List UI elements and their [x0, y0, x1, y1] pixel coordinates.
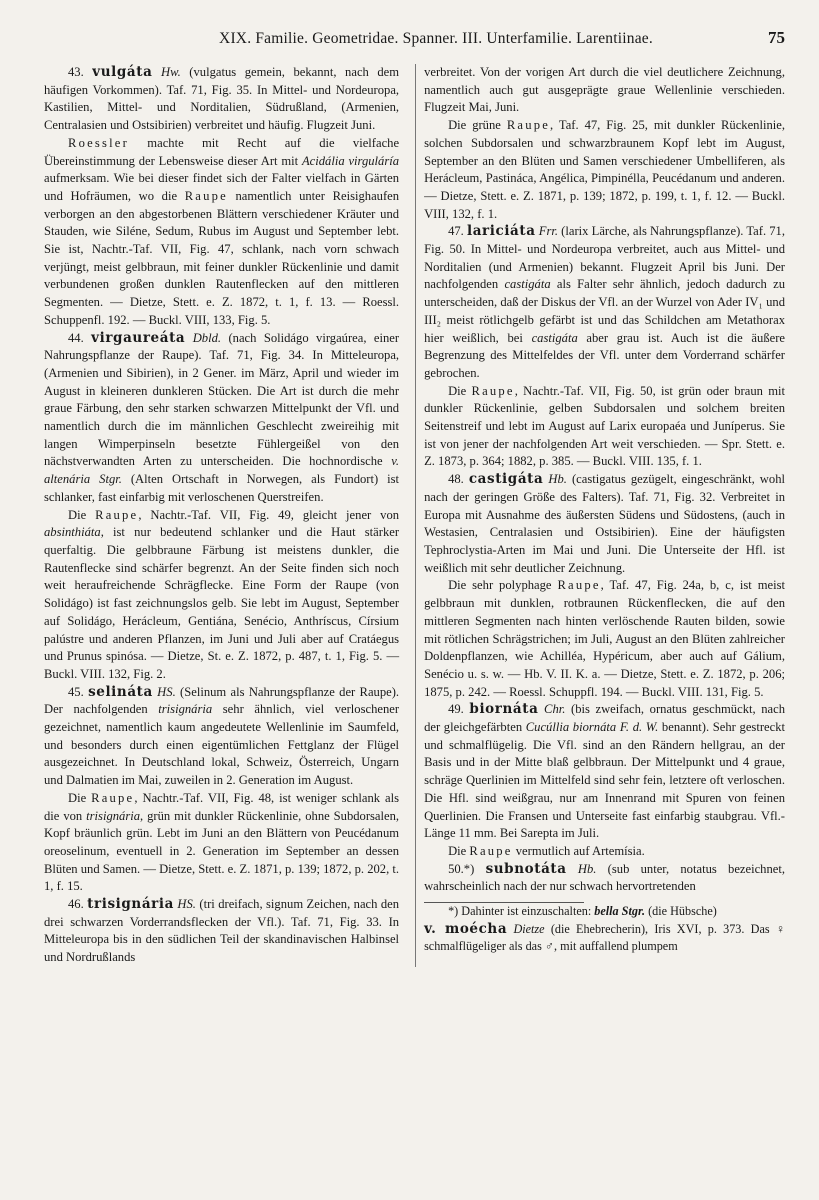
entry-text: aber grau ist. Auch ist die äußere Begrenzung des Mittelfeldes der Vfl. unter dem Vorderrand schärfer gebrochen. — [424, 330, 785, 380]
entry-text: Die — [448, 843, 470, 858]
entry-text: vermutlich auf Artemísia. — [512, 843, 645, 858]
author: Frr. — [538, 224, 559, 239]
author: Chr. — [544, 702, 566, 717]
entry-text: (nach Solidágo virgaúrea, einer Nahrungspflanze der Raupe). Taf. 71, Fig. 34. In Mitteleuropa, (Armenien und Sibirien), in 2 Gener. im März, April und wieder im August in kleineren dunkleren Stücken. Die Art ist durch die mehr graue Färbung, den sehr starken schwarzen Mittelpunkt der Vfl. und namentlich durch die im männlichen Geschlecht zweireihig mit langen Wimperpinseln besetzte Fühlergeißel von den nächstverwandten Arten zu unterscheiden. Die hochnordische — [44, 330, 400, 469]
entry-46-raupe — [424, 117, 785, 223]
author: Dietze — [513, 921, 545, 936]
entry-44 — [44, 330, 399, 507]
entry-49-raupe — [424, 843, 785, 861]
species-name: lariciáta — [466, 223, 536, 240]
species-name: subnotáta — [485, 860, 567, 877]
entry-46 — [44, 896, 399, 967]
entry-text: , Nachtr.-Taf. VII, Fig. 48, ist weniger schlank als die von — [44, 790, 400, 823]
entry-text: , Nachtr.-Taf. VII, Fig. 49, gleicht jener von — [138, 507, 400, 522]
raupe-term: Raupe — [557, 578, 601, 593]
entry-text: Die — [448, 383, 472, 398]
entry-number: 48. — [448, 472, 469, 487]
entry-text: , Nachtr.-Taf. VII, Fig. 50, ist grün oder braun mit dunkler Rückenlinie, gelben Subdorsalen und solchem breiten Seitenstreif und lebt im August auf Larix europaéa und Juníperus. Sie ist von jener der nachfolgenden Art weit verschieden. — Spr. Stett. e. Z. 1873, p. 364; 1882, p. 385. — Buckl. VIII. 135, f. 1. — [424, 383, 785, 469]
entry-text: (tri dreifach, signum Zeichen, nach den drei schwarzen Vorderrandsflecken der Vfl.). Taf. 71, Fig. 33. In Mitteleuropa bis in den südlichen Teil der skandinavischen Halbinsel und Nordrußlands — [44, 897, 400, 965]
entry-text: namentlich unter Reisighaufen verborgen an den abgestorbenen Blättern verschiedener Kräuter und Stauden, wie Siléne, Sedum, Rubus im August und September lebt. Sie ist, Nachtr.-Taf. VII, Fig. 47, schlank, nach vorn schwach verjüngt, meist gelbbraun, mit feiner dunkler Rückenlinie und damit verbundenen großen dunklen Rautenflecken auf den mittleren Segmenten. — Dietze, Stett. e. Z. 1872, t. 1, f. 13. — Roessl. Schuppenfl. 192. — Buckl. VIII, 133, Fig. 5. — [44, 188, 400, 327]
entry-50 — [424, 861, 785, 896]
entry-text: (sub unter, notatus bezeichnet, wahrscheinlich nach der nur schwach hervortretenden — [424, 861, 786, 894]
species-name: vulgáta — [92, 64, 153, 80]
species-name: castigáta — [468, 471, 544, 488]
author: Hw. — [161, 65, 181, 79]
species-name: virgaureáta — [91, 329, 186, 346]
entry-text: , Taf. 47, Fig. 25, mit dunkler Rückenlinie, solchen Subdorsalen und schwarzbraunem Kopf lebt im August, September an den Blüten und Samen verschiedener Umbelliferen, als Herácleum, Pastináca, Angélica, Pimpinélla, Peucédanum und anderen. — Dietze, Stett. e. Z. 1871, p. 139; 1872, p. 199, t. 1, f. 12. — Buckl. VIII, 132, f. 1. — [424, 118, 786, 221]
footnote-variety — [424, 921, 785, 956]
author: HS. — [157, 684, 176, 699]
entry-text: , Taf. 47, Fig. 24a, b, c, ist meist gelbbraun mit dunklen, rotbraunen Rückenflecken, die auf den mittleren Segmenten nach hinten verlöschende Rauten bilden, sowie mit rötlichen Schrägstrichen; im Juli, August an den Blüten zahlreicher Doldenpflanzen, wie Achilléa, Hypéricum, aber auch auf Gálium, Senécio u. s. w. — Hb. V. II. K. a. — Dietze, Stett. e. Z. 1872, p. 206; 1875, p. 242. — Roessl. Schuppfl. 194. — Buckl. VIII. 131, Fig. 5. — [424, 578, 785, 699]
raupe-term: Raupe — [95, 507, 139, 522]
entry-43-notes — [44, 135, 399, 330]
raupe-term: Raupe — [469, 843, 513, 858]
entry-text: , grün mit dunkler Rückenlinie, ohne Subdorsalen, Kopf bräunlich grün. Lebt im Juni an den Blättern von Peucédanum oreoselinum, eventuell in 2. Generation im September an dessen Blüten und Samen. — Dietze, Stett. e. Z. 1871, p. 139; 1872, p. 202, t. 1, f. 15. — [44, 808, 400, 894]
entry-46-continued: verbreitet. Von der vorigen Art durch die viel deutlichere Zeichnung, namentlich auch gut ausgeprägte graue Wellenlinie verschieden. Flugzeit Mai, Juni. — [424, 65, 785, 115]
author: Hb. — [577, 861, 597, 876]
entry-48 — [424, 471, 785, 577]
species-name: biornáta — [469, 701, 539, 718]
footnote — [424, 903, 785, 921]
footnote-text: (die Hübsche) — [645, 904, 717, 919]
raupe-term: Raupe — [506, 118, 551, 133]
raupe-term: Raupe — [184, 188, 228, 203]
entry-text: sehr ähnlich, viel verloschener gezeichnet, namentlich kaum angedeutete Wellenlinie im Saumfeld, und besonders durch einen eigentümlichen Fettglanz der Flügel ausgezeichnet. In Deutschland lokal, Schweiz, Österreich, Ungarn und Dalmatien im Mai, zuweilen in 2. Generation im August. — [44, 702, 400, 788]
italic-species: Acidália virguláría — [301, 153, 400, 168]
header-title: XIX. Familie. Geometridae. Spanner. III. Unterfamilie. Larentiinae. — [219, 30, 653, 47]
right-column — [415, 64, 785, 967]
entry-text: benannt). Sehr gestreckt und schmalflügelig. Die Vfl. sind an den Rändern hellgrau, an der Basis und in der Mitte blaß gelbbraun. Der Mittelpunkt und 4 graue, schräge Querlinien im Mittelfeld sind sehr fein, letztere oft verloschen. Die Hfl. sind weißgrau, nur am Innenrand mit Spuren von feinen Querlinien. Die Fransen und Unterseite fast einfarbig staubgrau. Vfl.-Länge 11 mm. Bei Sarepta im Juli. — [424, 720, 785, 841]
entry-text: (vulgatus gemein, bekannt, nach dem häufigen Vorkommen). Taf. 71, Fig. 35. In Mittel- und Nordeuropa, Kastilien, Mittel- und Norditalien, Südrußland, (Armenien, Centralasien und Ostsibirien) verbreitet und häufig. Flugzeit Juni. — [44, 65, 400, 133]
footnote-text: (die Ehebrecherin), Iris XVI, p. 373. Das ♀ schmalflügeliger als das ♂, mit auffallend plumpem — [424, 921, 786, 954]
italic-species: trisignária — [86, 808, 141, 823]
entry-number: 50.*) — [448, 861, 486, 876]
entry-number: 47. — [448, 224, 467, 239]
entry-text: (Selinum als Nahrungspflanze der Raupe). Der nachfolgenden — [44, 684, 400, 717]
entry-48-raupe — [424, 577, 785, 701]
entry-text: (Alten Ortschaft in Norwegen, als Fundort) ist schlanker, fast einfarbig mit verloschenen Querstreifen. — [44, 472, 400, 504]
author: Hb. — [548, 472, 567, 487]
entry-text: Die grüne — [448, 118, 507, 133]
running-header — [44, 28, 785, 50]
entry-text: (larix Lärche, als Nahrungspflanze). Taf. 71, Fig. 50. In Mittel- und Nordeuropa verbreitet, auch aus Mittel- und Norditalien (und Armenien) bekannt. Flugzeit April bis Juni. Der nachfolgenden — [424, 224, 785, 292]
author: Dbld. — [192, 330, 222, 345]
entry-44-raupe — [44, 507, 399, 684]
entry-47 — [424, 223, 785, 382]
left-column — [44, 64, 399, 967]
entry-45 — [44, 684, 399, 790]
entry-text: Die — [68, 790, 92, 805]
entry-text: Die sehr polyphage — [448, 578, 558, 593]
entry-number: 43. — [68, 65, 93, 79]
italic-species: v. altenária Stgr. — [44, 454, 400, 487]
entry-43 — [44, 64, 399, 135]
page-number: 75 — [768, 28, 785, 47]
entry-number: 46. — [68, 897, 88, 912]
italic-species: absinthiáta — [44, 525, 101, 540]
author: HS. — [177, 897, 196, 912]
raupe-term: Raupe — [91, 790, 135, 805]
italic-species: castigáta — [531, 330, 578, 345]
entry-45-raupe — [44, 790, 399, 896]
species-name: selináta — [88, 683, 153, 700]
raupe-term: Raupe — [471, 383, 515, 398]
entry-text: Die — [68, 507, 96, 522]
italic-species: trisignária — [158, 702, 213, 717]
entry-number: 49. — [448, 702, 470, 717]
entry-text: aufmerksam. Wie bei dieser findet sich der Falter vielfach in Gärten und Hofräumen, wo die — [44, 171, 400, 203]
entry-49 — [424, 701, 785, 843]
entry-47-raupe — [424, 383, 785, 472]
text-columns — [44, 64, 785, 967]
italic-species: bella Stgr. — [594, 904, 646, 919]
entry-number: 44. — [68, 330, 92, 345]
entry-text: machte mit Recht auf die vielfache Übereinstimmung der Lebensweise dieser Art mit — [44, 135, 400, 168]
italic-species: Cucúllia biornáta F. d. W. — [525, 720, 659, 735]
entry-text: als Falter sehr ähnlich, jedoch dadurch zu unterscheiden, daß der Diskus der Vfl. an der Wurzel von Ader IV₁ und III₂ meist rötlichgelb gefärbt ist und das Schildchen am Metathorax hier weißlich, bei — [424, 277, 785, 345]
species-name: trisignária — [87, 896, 174, 913]
entry-number: 45. — [68, 684, 89, 699]
entry-text: , ist nur bedeutend schlanker und die Haut stärker querfaltig. Die gelbbraune Färbung ist meistens dunkler, die Rautenflecke sind schärfer begrenzt. An der Seite finden sich noch weit heraufreichende Schrägflecke. Eine Form der Raupe (von Solidágo) ist fast zeichnungslos gelb. Sie lebt im August, September auf Solidágo, Herácleum, Gentiána, Senécio, Anthríscus, Círsium palústre und anderen Pflanzen, im Juni und Juli aber auf Cratáegus und Prunus spinósa. — Dietze, St. e. Z. 1872, p. 487, t. 1, Fig. 5. — Buckl. VIII. 132, Fig. 2. — [44, 525, 400, 681]
entry-text: (castigatus gezügelt, eingeschränkt, wohl nach der geringen Größe des Falters). Taf. 71, Fig. 32. Verbreitet in Europa mit Ausnahme des äußersten Südens und Südostens, (auch in Westasien, Centralasien und Ostsibirien). Eine der häufigsten Tephroclystia-Arten im Mai und Juni. Die Unterseite der Hfl. ist weißlich mit sehr deutlicher Zeichnung. — [424, 472, 785, 575]
person-name: Roessler — [68, 135, 129, 150]
entry-text: (bis zweifach, ornatus geschmückt, nach der gleichgefärbten — [424, 702, 786, 735]
species-name: v. moécha — [424, 920, 508, 937]
italic-species: castigáta — [504, 277, 551, 292]
footnote-text: *) Dahinter ist einzuschalten: — [448, 904, 595, 919]
